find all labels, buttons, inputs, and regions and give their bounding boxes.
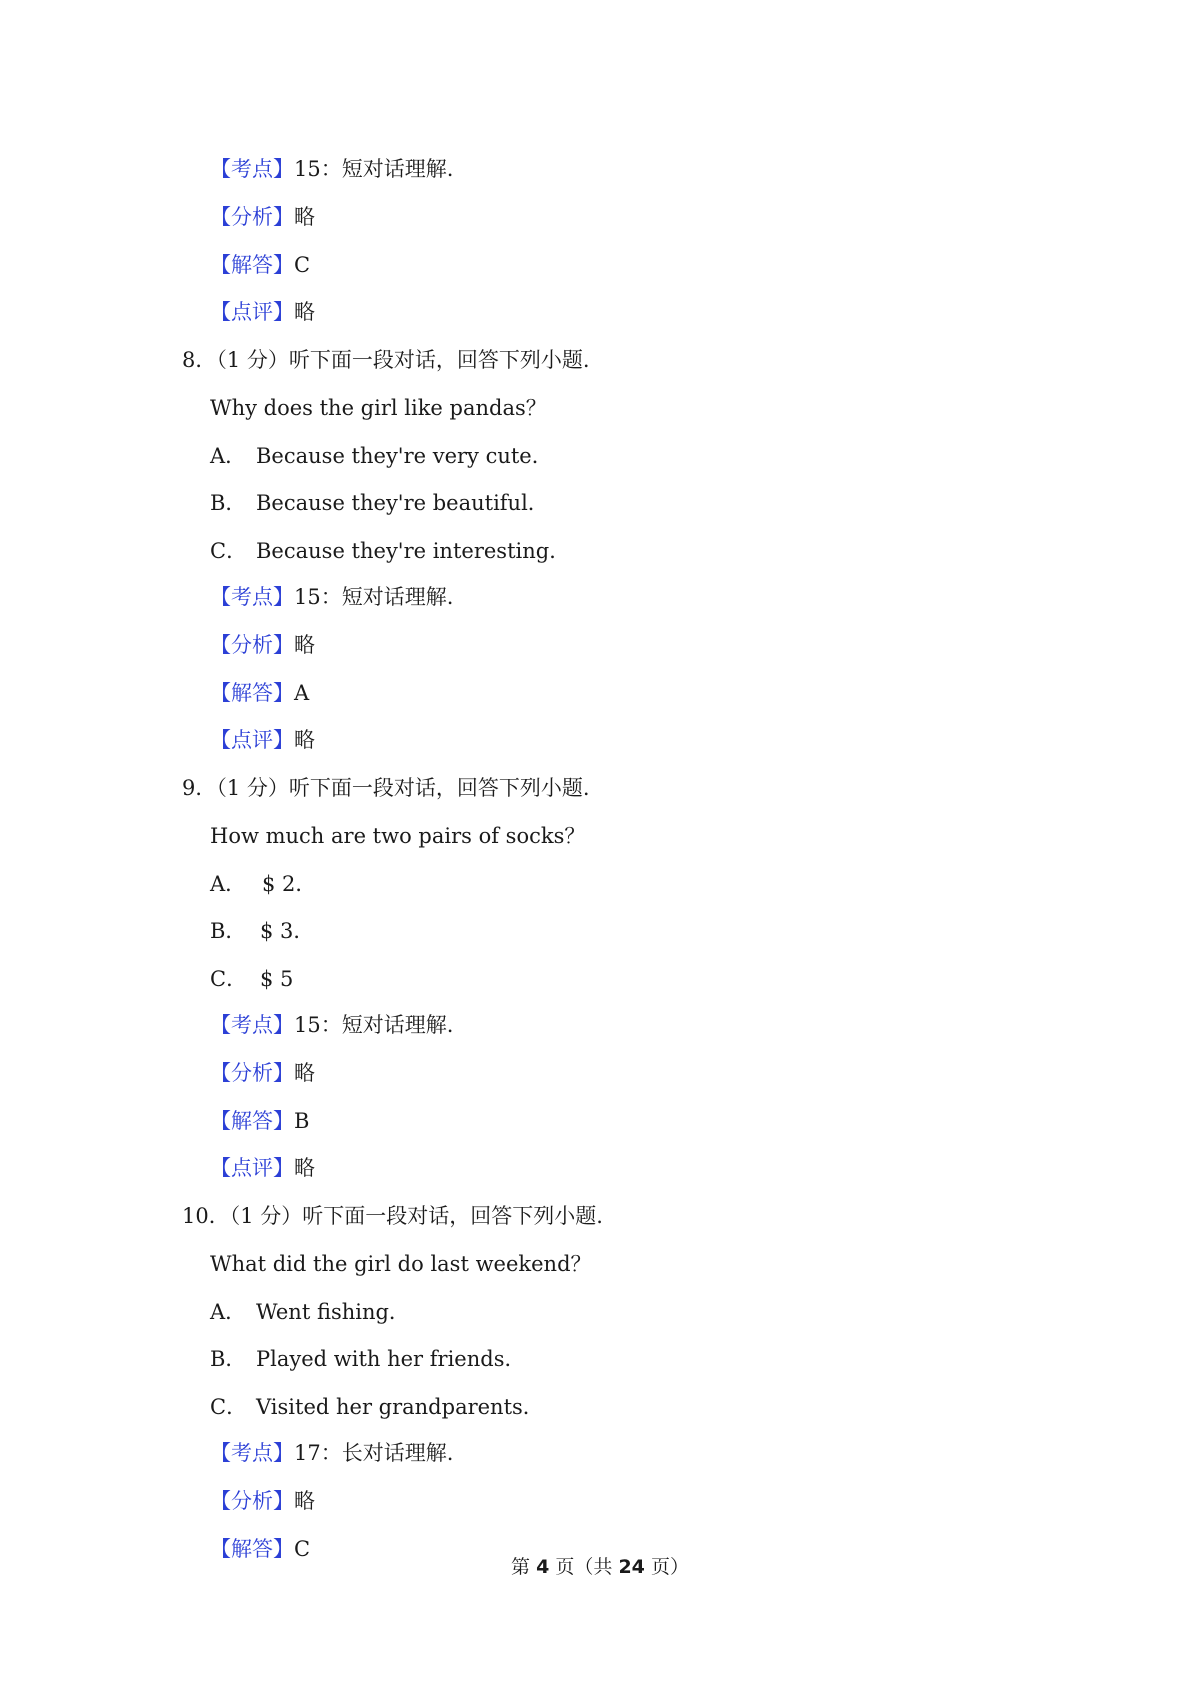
kaodian-text: 17：长对话理解.	[294, 1441, 454, 1465]
option-letter: A．	[210, 872, 247, 896]
question-text: How much are two pairs of socks？	[210, 824, 586, 848]
kaodian-text: 15：短对话理解.	[294, 585, 454, 609]
option-b	[210, 488, 549, 518]
jieda-tag: 【解答】	[210, 1109, 294, 1133]
option-c	[210, 536, 570, 566]
option-text: Visited her grandparents．	[256, 1395, 544, 1419]
question-stem: 9．（1 分）听下面一段对话，回答下列小题.	[182, 776, 590, 800]
option-letter: A．	[210, 444, 247, 468]
option-text: $ 5	[260, 967, 294, 991]
kaodian-text: 15：短对话理解.	[294, 157, 454, 181]
jieda-tag: 【解答】	[210, 681, 294, 705]
option-text: $ 3．	[260, 919, 315, 943]
total-pages: 24	[618, 1556, 645, 1578]
option-a	[210, 1297, 410, 1327]
option-letter: B．	[210, 919, 247, 943]
fenxi-tag: 【分析】	[210, 633, 294, 657]
kaodian-tag: 【考点】	[210, 1013, 294, 1037]
option-b	[210, 1344, 525, 1374]
dianping-tag: 【点评】	[210, 300, 294, 324]
dianping-text: 略	[294, 300, 315, 324]
option-c	[210, 964, 293, 994]
dianping-line	[210, 725, 315, 755]
question-text: What did the girl do last weekend？	[210, 1252, 592, 1276]
kaodian-tag: 【考点】	[210, 1441, 294, 1465]
option-letter: B．	[210, 491, 247, 515]
option-letter: A．	[210, 1300, 247, 1324]
footer-prefix: 第	[511, 1556, 531, 1578]
option-text: Went fishing．	[256, 1300, 410, 1324]
footer-suffix: 页）	[650, 1556, 689, 1578]
fenxi-line	[210, 1058, 315, 1088]
footer-middle: 页（共	[555, 1556, 613, 1578]
fenxi-text: 略	[294, 205, 315, 229]
option-text: Because they're interesting．	[256, 539, 571, 563]
option-letter: C．	[210, 967, 248, 991]
kaodian-line	[210, 582, 453, 612]
option-a	[210, 441, 553, 471]
kaodian-line	[210, 154, 453, 184]
fenxi-text: 略	[294, 1489, 315, 1513]
fenxi-tag: 【分析】	[210, 205, 294, 229]
page-number: 4	[536, 1556, 550, 1578]
option-b	[210, 916, 314, 946]
option-c	[210, 1392, 544, 1422]
option-text: Because they're beautiful．	[256, 491, 549, 515]
fenxi-line	[210, 630, 315, 660]
option-letter: B．	[210, 1347, 247, 1371]
jieda-text: A	[294, 681, 310, 705]
kaodian-text: 15：短对话理解.	[294, 1013, 454, 1037]
question-stem: 8．（1 分）听下面一段对话，回答下列小题.	[182, 348, 590, 372]
option-text: Because they're very cute．	[256, 444, 553, 468]
fenxi-line	[210, 202, 315, 232]
dianping-text: 略	[294, 1156, 315, 1180]
option-letter: C．	[210, 539, 248, 563]
kaodian-line	[210, 1010, 453, 1040]
fenxi-text: 略	[294, 1061, 315, 1085]
kaodian-line	[210, 1438, 453, 1468]
fenxi-text: 略	[294, 633, 315, 657]
dianping-text: 略	[294, 728, 315, 752]
option-text: $ 2．	[262, 872, 317, 896]
jieda-line	[210, 250, 310, 280]
page-footer	[0, 1553, 1200, 1581]
fenxi-tag: 【分析】	[210, 1489, 294, 1513]
dianping-line	[210, 1153, 315, 1183]
kaodian-tag: 【考点】	[210, 585, 294, 609]
jieda-text: C	[294, 1537, 311, 1561]
fenxi-tag: 【分析】	[210, 1061, 294, 1085]
fenxi-line	[210, 1486, 315, 1516]
dianping-tag: 【点评】	[210, 728, 294, 752]
jieda-text: C	[294, 253, 311, 277]
jieda-line	[210, 1106, 309, 1136]
kaodian-tag: 【考点】	[210, 157, 294, 181]
jieda-tag: 【解答】	[210, 1537, 294, 1561]
question-text: Why does the girl like pandas？	[210, 396, 547, 420]
option-text: Played with her friends．	[256, 1347, 526, 1371]
jieda-text: B	[294, 1109, 310, 1133]
jieda-line	[210, 678, 309, 708]
dianping-line	[210, 297, 315, 327]
dianping-tag: 【点评】	[210, 1156, 294, 1180]
jieda-tag: 【解答】	[210, 253, 294, 277]
question-stem: 10．（1 分）听下面一段对话，回答下列小题.	[182, 1204, 603, 1228]
option-a	[210, 869, 316, 899]
option-letter: C．	[210, 1395, 248, 1419]
